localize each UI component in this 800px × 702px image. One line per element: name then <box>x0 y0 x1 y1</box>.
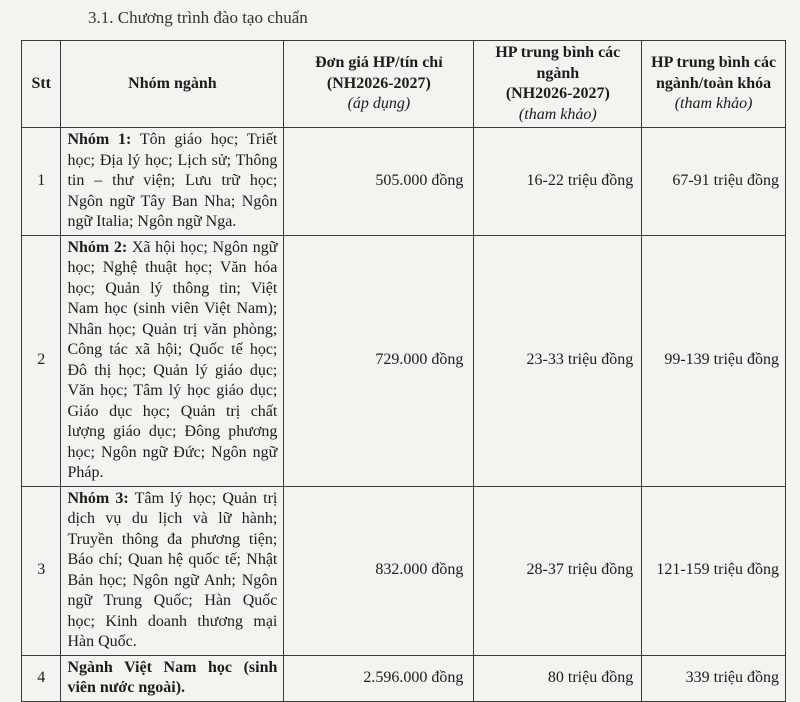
row-majors <box>61 235 284 486</box>
row-stt: 2 <box>22 235 61 486</box>
row-stt: 1 <box>22 128 61 236</box>
row-avg: 16-22 triệu đồng <box>474 128 642 236</box>
header-stt: Stt <box>22 41 61 128</box>
row-avg-course: 99-139 triệu đồng <box>642 235 786 486</box>
header-avg-course <box>642 41 786 128</box>
header-avg-title: HP trung bình các ngành <box>495 44 621 82</box>
row-price: 832.000 đồng <box>284 486 474 655</box>
row-avg-course: 339 triệu đồng <box>642 655 786 701</box>
header-price <box>284 41 474 128</box>
table-row <box>22 655 786 701</box>
row-avg: 23-33 triệu đồng <box>474 235 642 486</box>
section-heading: 3.1. Chương trình đào tạo chuẩn <box>88 8 308 27</box>
header-avg-note: (tham khảo) <box>518 105 597 123</box>
row-price: 2.596.000 đồng <box>284 655 474 701</box>
row-avg-course: 121-159 triệu đồng <box>642 486 786 655</box>
row-avg: 28-37 triệu đồng <box>474 486 642 655</box>
group-name: Nhóm 2: <box>67 238 128 256</box>
row-majors <box>61 486 284 655</box>
tuition-table <box>21 40 786 702</box>
table-row <box>22 128 786 236</box>
header-price-title: Đơn giá HP/tín chỉ <box>315 54 443 72</box>
header-group: Nhóm ngành <box>61 41 284 128</box>
table-row <box>22 235 786 486</box>
majors-list: Tâm lý học; Quản trị dịch vụ du lịch và lữ hành; Truyền thông đa phương tiện; Báo chí; Quan hệ quốc tế; Nhật Bản học; Ngôn ngữ Anh; Ngôn ngữ Trung Quốc; Hàn Quốc học; Kinh doanh thương mại Hàn Quốc. <box>67 489 278 650</box>
table-header-row <box>22 41 786 128</box>
group-name: Nhóm 1: <box>67 131 132 148</box>
row-price: 505.000 đồng <box>284 128 474 236</box>
group-name: Nhóm 3: <box>67 489 129 507</box>
majors-list: Xã hội học; Ngôn ngữ học; Nghệ thuật học; Văn hóa học; Quản lý thông tin; Việt Nam học (sinh viên Việt Nam); Nhân học; Quản trị văn phòng; Công tác xã hội; Quốc tế học; Đô thị học; Quản lý giáo dục; Văn học; Tâm lý học giáo dục; Giáo dục học; Quản trị chất lượng giáo dục; Đông phương học; Ngôn ngữ Đức; Ngôn ngữ Pháp. <box>67 238 278 481</box>
header-avg-course-title: HP trung bình các ngành/toàn khóa <box>651 54 777 92</box>
header-avg-course-note: (tham khảo) <box>674 95 753 113</box>
row-avg-course: 67-91 triệu đồng <box>642 128 786 236</box>
row-price: 729.000 đồng <box>284 235 474 486</box>
row-stt: 3 <box>22 486 61 655</box>
header-avg <box>474 41 642 128</box>
header-price-note: (áp dụng) <box>347 95 411 113</box>
header-price-year: (NH2026-2027) <box>326 74 431 92</box>
majors-list: Tôn giáo học; Triết học; Địa lý học; Lịch sử; Thông tin – thư viện; Lưu trữ học; Ngôn ngữ Tây Ban Nha; Ngôn ngữ Italia; Ngôn ngữ Nga. <box>67 131 278 230</box>
row-majors <box>61 128 284 236</box>
row-avg: 80 triệu đồng <box>474 655 642 701</box>
row-majors: Ngành Việt Nam học (sinh viên nước ngoài). <box>61 655 284 701</box>
table-row <box>22 486 786 655</box>
row-stt: 4 <box>22 655 61 701</box>
header-avg-year: (NH2026-2027) <box>505 85 610 102</box>
